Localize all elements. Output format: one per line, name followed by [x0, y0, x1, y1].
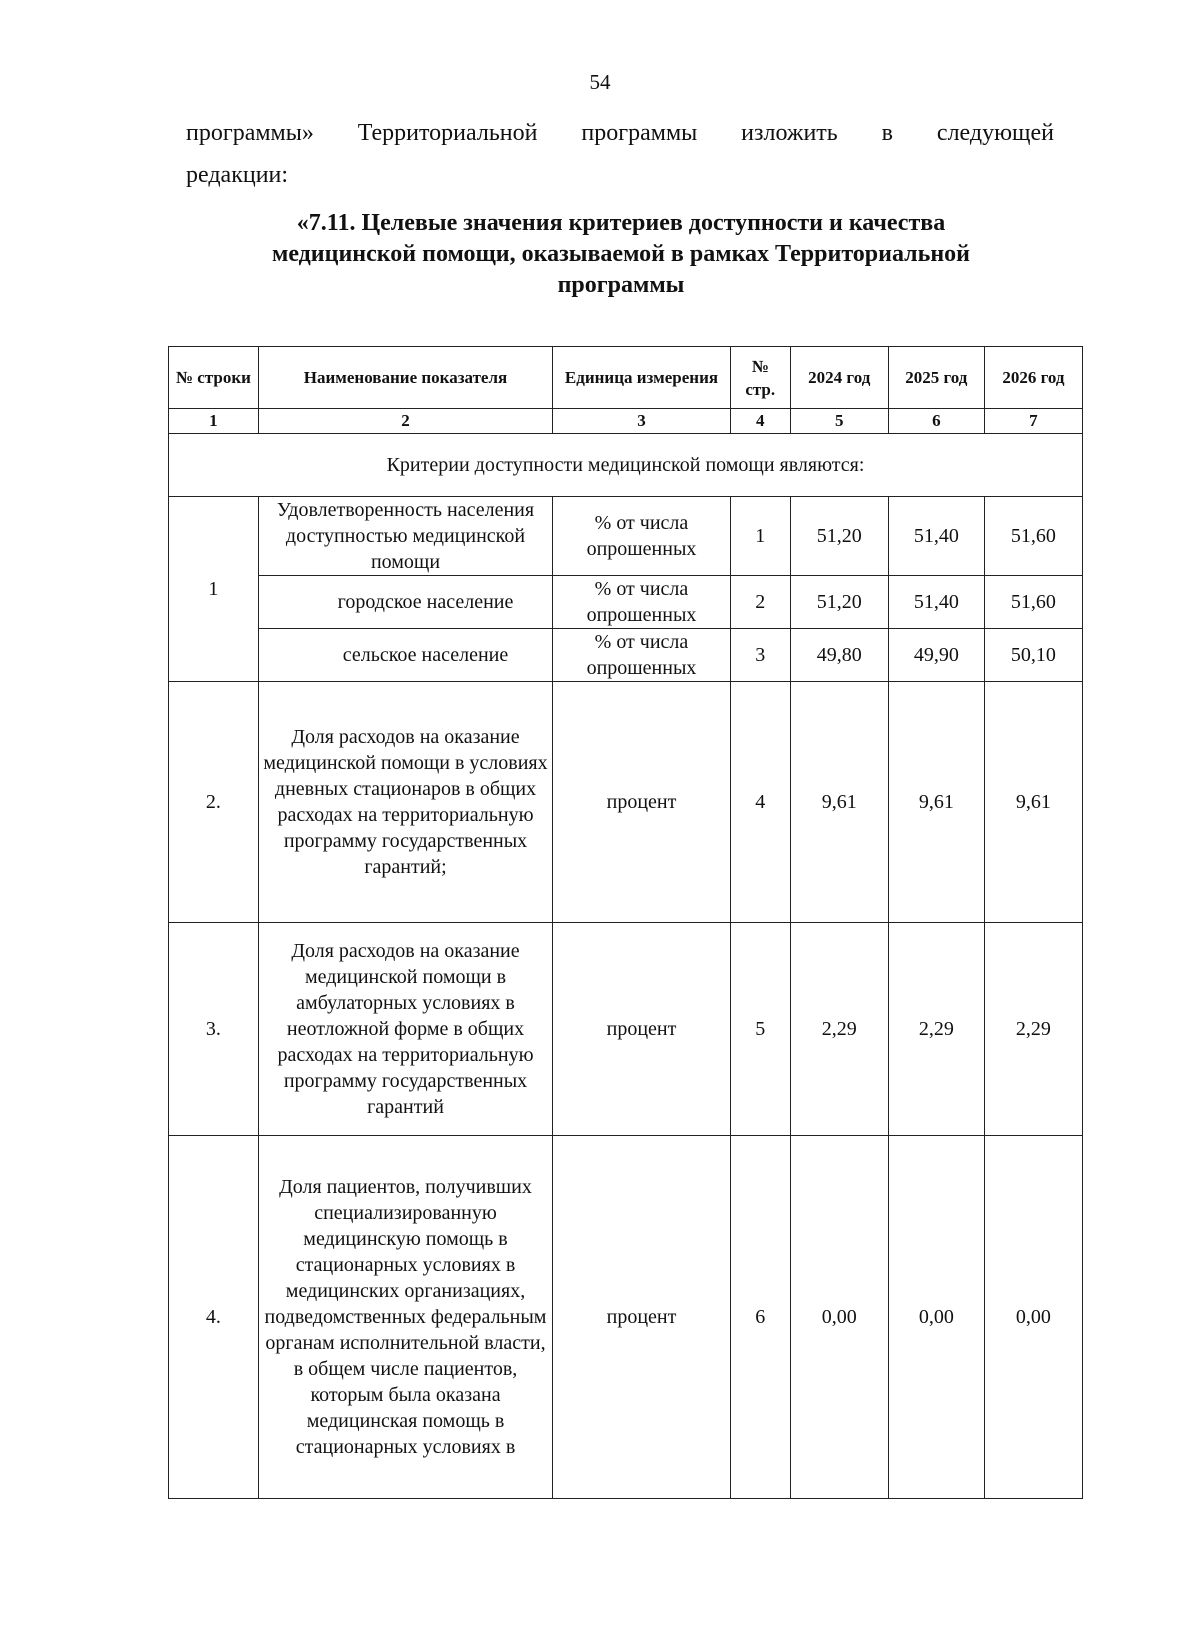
unit: процент: [553, 923, 731, 1136]
criteria-table: [168, 346, 1083, 1499]
column-number-row: [169, 409, 1083, 434]
indicator-name: Удовлетворенность населения доступностью медицинской помощи: [258, 497, 552, 576]
unit: % от числа опрошенных: [553, 497, 731, 576]
column-number: 4: [730, 409, 790, 434]
header-rownum: № строки: [169, 347, 259, 409]
column-number: 2: [258, 409, 552, 434]
indicator-name: сельское население: [258, 629, 552, 682]
value-2025: 49,90: [888, 629, 984, 682]
column-number: 7: [984, 409, 1082, 434]
row-number: 4.: [169, 1136, 259, 1499]
line-number: 4: [730, 682, 790, 923]
value-2025: 51,40: [888, 576, 984, 629]
value-2025: 0,00: [888, 1136, 984, 1499]
line-number: 3: [730, 629, 790, 682]
table-row: [169, 497, 1083, 576]
indicator-name: Доля расходов на оказание медицинской помощи в амбулаторных условиях в неотложной форме в общих расходах на территориальную программу государственных гарантий: [258, 923, 552, 1136]
value-2026: 50,10: [984, 629, 1082, 682]
table-header-row: [169, 347, 1083, 409]
header-name: Наименование показателя: [258, 347, 552, 409]
page-number: 54: [589, 70, 611, 94]
value-2024: 0,00: [790, 1136, 888, 1499]
indicator-name: городское население: [258, 576, 552, 629]
header-str: № стр.: [730, 347, 790, 409]
line-number: 1: [730, 497, 790, 576]
section-heading: [176, 208, 1066, 301]
header-2026: 2026 год: [984, 347, 1082, 409]
value-2026: 51,60: [984, 497, 1082, 576]
section-row: [169, 434, 1083, 497]
value-2025: 2,29: [888, 923, 984, 1136]
section-title: Критерии доступности медицинской помощи являются:: [169, 434, 1083, 497]
heading-line-1: «7.11. Целевые значения критериев доступности и качества: [296, 210, 946, 236]
value-2026: 51,60: [984, 576, 1082, 629]
column-number: 1: [169, 409, 259, 434]
unit: процент: [553, 1136, 731, 1499]
column-number: 6: [888, 409, 984, 434]
value-2024: 49,80: [790, 629, 888, 682]
value-2026: 2,29: [984, 923, 1082, 1136]
line-number: 2: [730, 576, 790, 629]
unit: % от числа опрошенных: [553, 576, 731, 629]
line-number: 5: [730, 923, 790, 1136]
indicator-name: Доля расходов на оказание медицинской помощи в условиях дневных стационаров в общих расходах на территориальную программу государственных гарантий;: [258, 682, 552, 923]
header-unit: Единица измерения: [553, 347, 731, 409]
value-2026: 0,00: [984, 1136, 1082, 1499]
indicator-name: Доля пациентов, получивших специализированную медицинскую помощь в стационарных условиях в медицинских организациях, подведомственных федеральным органам исполнительной власти, в общем числе пациентов, которым была оказана медицинская помощь в стационарных условиях в: [258, 1136, 552, 1499]
table-row: [169, 682, 1083, 923]
unit: % от числа опрошенных: [553, 629, 731, 682]
header-2024: 2024 год: [790, 347, 888, 409]
value-2026: 9,61: [984, 682, 1082, 923]
value-2025: 9,61: [888, 682, 984, 923]
heading-line-3: программы: [557, 272, 685, 298]
unit: процент: [553, 682, 731, 923]
column-number: 3: [553, 409, 731, 434]
row-number: 1: [169, 497, 259, 682]
value-2024: 9,61: [790, 682, 888, 923]
column-number: 5: [790, 409, 888, 434]
row-number: 3.: [169, 923, 259, 1136]
value-2025: 51,40: [888, 497, 984, 576]
heading-line-2: медицинской помощи, оказываемой в рамках Территориальной: [271, 241, 970, 267]
table-row: [169, 629, 1083, 682]
table-row: [169, 576, 1083, 629]
intro-line-1: программы» Территориальной программы изложить в следующей: [186, 120, 1054, 146]
value-2024: 51,20: [790, 576, 888, 629]
value-2024: 51,20: [790, 497, 888, 576]
value-2024: 2,29: [790, 923, 888, 1136]
table-row: [169, 1136, 1083, 1499]
table-row: [169, 923, 1083, 1136]
header-2025: 2025 год: [888, 347, 984, 409]
row-number: 2.: [169, 682, 259, 923]
line-number: 6: [730, 1136, 790, 1499]
intro-line-2: редакции:: [186, 162, 289, 188]
